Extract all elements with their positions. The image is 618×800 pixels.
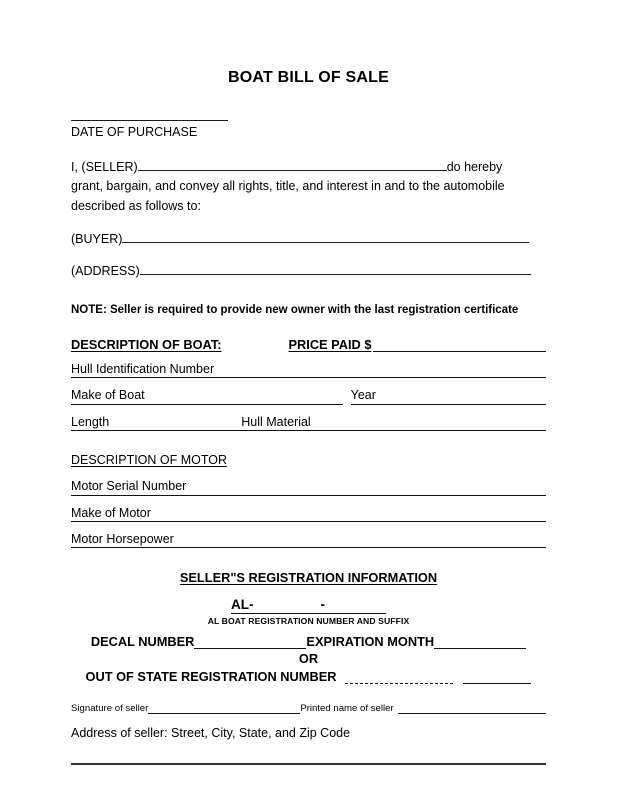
- make-of-boat-year-field: [71, 388, 546, 404]
- length-input-line[interactable]: [109, 417, 241, 431]
- address-field: [71, 263, 546, 280]
- hull-material-input-line[interactable]: [311, 417, 546, 431]
- al-registration-caption: AL BOAT REGISTRATION NUMBER AND SUFFIX: [207, 616, 410, 627]
- boat-section-header: [71, 337, 546, 352]
- printed-name-of-seller-input-line[interactable]: [398, 703, 546, 714]
- registration-section-heading-wrap: [71, 570, 546, 585]
- decal-expiration-row: [71, 634, 546, 649]
- motor-horsepower-field: [71, 532, 546, 548]
- seller-label: I, (SELLER): [71, 160, 138, 175]
- buyer-input-line[interactable]: [122, 231, 529, 243]
- make-of-boat-label: Make of Boat: [71, 388, 145, 404]
- decal-number-input-line[interactable]: [194, 635, 306, 649]
- make-of-motor-input-line[interactable]: [151, 508, 546, 522]
- signature-of-seller-label: Signature of seller: [71, 703, 149, 715]
- signature-of-seller-input-line[interactable]: [148, 703, 300, 714]
- motor-section-header-wrap: [71, 431, 546, 469]
- hull-identification-number-field: [71, 362, 546, 378]
- page-title: BOAT BILL OF SALE: [227, 69, 390, 86]
- hull-identification-number-input-line[interactable]: [214, 364, 546, 378]
- seller-line-suffix: do hereby: [446, 160, 503, 175]
- conveyance-line-2: grant, bargain, and convey all rights, title, and interest in and to the automobile: [71, 179, 505, 194]
- or-separator-label: OR: [298, 651, 319, 667]
- description-of-boat-heading: DESCRIPTION OF BOAT:: [71, 337, 222, 353]
- date-of-purchase-label: DATE OF PURCHASE: [71, 125, 198, 140]
- address-label: (ADDRESS): [71, 264, 140, 279]
- document-content: [71, 0, 546, 765]
- conveyance-paragraph: [71, 158, 546, 216]
- expiration-month-input-line[interactable]: [434, 635, 526, 649]
- seller-name-input-line[interactable]: [138, 159, 447, 171]
- buyer-field: [71, 231, 546, 248]
- motor-serial-number-field: [71, 479, 546, 495]
- description-of-motor-heading: DESCRIPTION OF MOTOR: [71, 453, 228, 468]
- conveyance-line-3: described as follows to:: [71, 198, 201, 213]
- signature-row: [71, 703, 546, 714]
- al-registration-number-line[interactable]: [231, 597, 386, 614]
- make-of-motor-label: Make of Motor: [71, 506, 151, 522]
- address-of-seller-label: Address of seller: Street, City, State, and Zip Code: [71, 726, 351, 741]
- make-of-motor-field: [71, 506, 546, 522]
- al-separator: -: [320, 597, 325, 613]
- registration-section-heading: SELLER"S REGISTRATION INFORMATION: [179, 570, 438, 586]
- motor-horsepower-label: Motor Horsepower: [71, 532, 174, 548]
- out-of-state-registration-input-line[interactable]: [463, 673, 531, 684]
- decal-number-label: DECAL NUMBER: [90, 634, 195, 650]
- price-paid-field: [288, 337, 546, 352]
- seller-line: [71, 158, 546, 177]
- length-hull-material-field: [71, 415, 546, 431]
- price-paid-input-line[interactable]: [373, 339, 546, 352]
- motor-serial-number-label: Motor Serial Number: [71, 479, 186, 495]
- note-text: NOTE: Seller is required to provide new owner with the last registration certificate: [71, 303, 519, 316]
- address-input-line[interactable]: [140, 263, 531, 275]
- buyer-label: (BUYER): [71, 232, 123, 247]
- out-of-state-registration-label: OUT OF STATE REGISTRATION NUMBER: [85, 669, 337, 685]
- motor-serial-number-input-line[interactable]: [186, 482, 546, 496]
- out-of-state-registration-row: [71, 669, 546, 684]
- address-of-seller-input-line[interactable]: [71, 763, 546, 765]
- year-input-line[interactable]: [376, 391, 546, 405]
- make-of-boat-input-line[interactable]: [145, 391, 343, 405]
- row-spacer: [343, 392, 351, 405]
- hull-identification-number-label: Hull Identification Number: [71, 362, 214, 378]
- al-state-prefix: AL-: [231, 597, 254, 613]
- al-registration-number-field: [71, 597, 546, 614]
- motor-horsepower-input-line[interactable]: [174, 534, 546, 548]
- expiration-month-label: EXPIRATION MONTH: [306, 634, 435, 650]
- printed-name-of-seller-label: Printed name of seller: [300, 703, 394, 715]
- length-label: Length: [71, 415, 109, 431]
- price-paid-label: PRICE PAID $: [288, 337, 372, 353]
- out-of-state-dashed-divider: [345, 673, 453, 684]
- hull-material-label: Hull Material: [241, 415, 310, 431]
- year-label: Year: [351, 388, 376, 404]
- date-of-purchase-input-line[interactable]: [71, 120, 228, 121]
- date-of-purchase-field: [71, 120, 546, 141]
